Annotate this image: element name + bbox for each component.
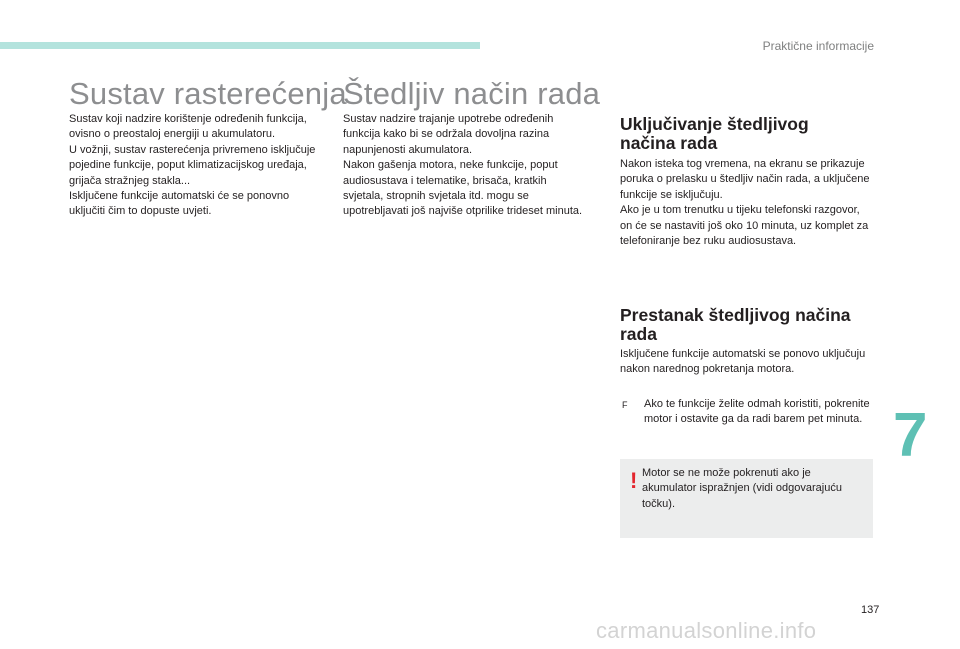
col3-section1-body (620, 157, 870, 249)
page-number: 137 (861, 604, 880, 616)
title-load-reduction: Sustav rasterećenja (69, 76, 347, 111)
bullet-text: Ako te funkcije želite odmah koristiti, pokrenite motor i ostavite ga da radi barem pet minuta. (644, 398, 870, 426)
col3-section2-body (620, 347, 870, 378)
header-accent-bar (0, 42, 480, 49)
watermark: carmanualsonline.info (596, 618, 817, 643)
warning-box (620, 459, 873, 538)
paragraph: Sustav nadzire trajanje upotrebe određenih funkcija kako bi se održala dovoljna razina napunjenosti akumulatora. (343, 113, 554, 156)
chapter-number: 7 (893, 401, 928, 470)
exclamation-icon: ! (630, 468, 638, 493)
heading-exiting-economy: Prestanak štedljivog načina rada (620, 305, 851, 344)
warning-text: Motor se ne može pokrenuti ako je akumulator ispražnjen (vidi odgovarajuću točku). (642, 467, 842, 510)
col1-body (69, 112, 319, 220)
col2-body (343, 112, 583, 220)
paragraph: Isključene funkcije automatski se ponovo uključuju nakon narednog pokretanja motora. (620, 348, 866, 376)
title-economy-mode: Štedljiv način rada (343, 76, 601, 111)
paragraph: Nakon gašenja motora, neke funkcije, poput audiosustava i telematike, brisača, kratkih svjetala, stropnih svjetala itd. mogu se upotrebljavati još najviše otprilike trideset minuta. (343, 159, 583, 218)
paragraph: Sustav koji nadzire korištenje određenih funkcija, ovisno o preostaloj energiji u akumulatoru. (69, 113, 307, 141)
bullet-item (622, 397, 872, 428)
paragraph: Ako je u tom trenutku u tijeku telefonski razgovor, on će se nastaviti još oko 10 minuta, uz komplet za telefoniranje bez ruku audiosustava. (620, 204, 869, 248)
section-label: Praktične informacije (762, 39, 874, 53)
bullet-arrow-icon: F (622, 400, 628, 410)
heading-switching-to-economy: Uključivanje štedljivog načina rada (620, 114, 809, 153)
paragraph: Nakon isteka tog vremena, na ekranu se prikazuje poruka o prelasku u štedljiv način rada, a uključene funkcije se isključuju. (620, 158, 870, 201)
paragraph: U vožnji, sustav rasterećenja privremeno isključuje pojedine funkcije, poput klimatizacijskog uređaja, grijača stražnjeg stakla... (69, 143, 316, 187)
paragraph: Isključene funkcije automatski će se ponovno uključiti čim to dopuste uvjeti. (69, 190, 290, 218)
